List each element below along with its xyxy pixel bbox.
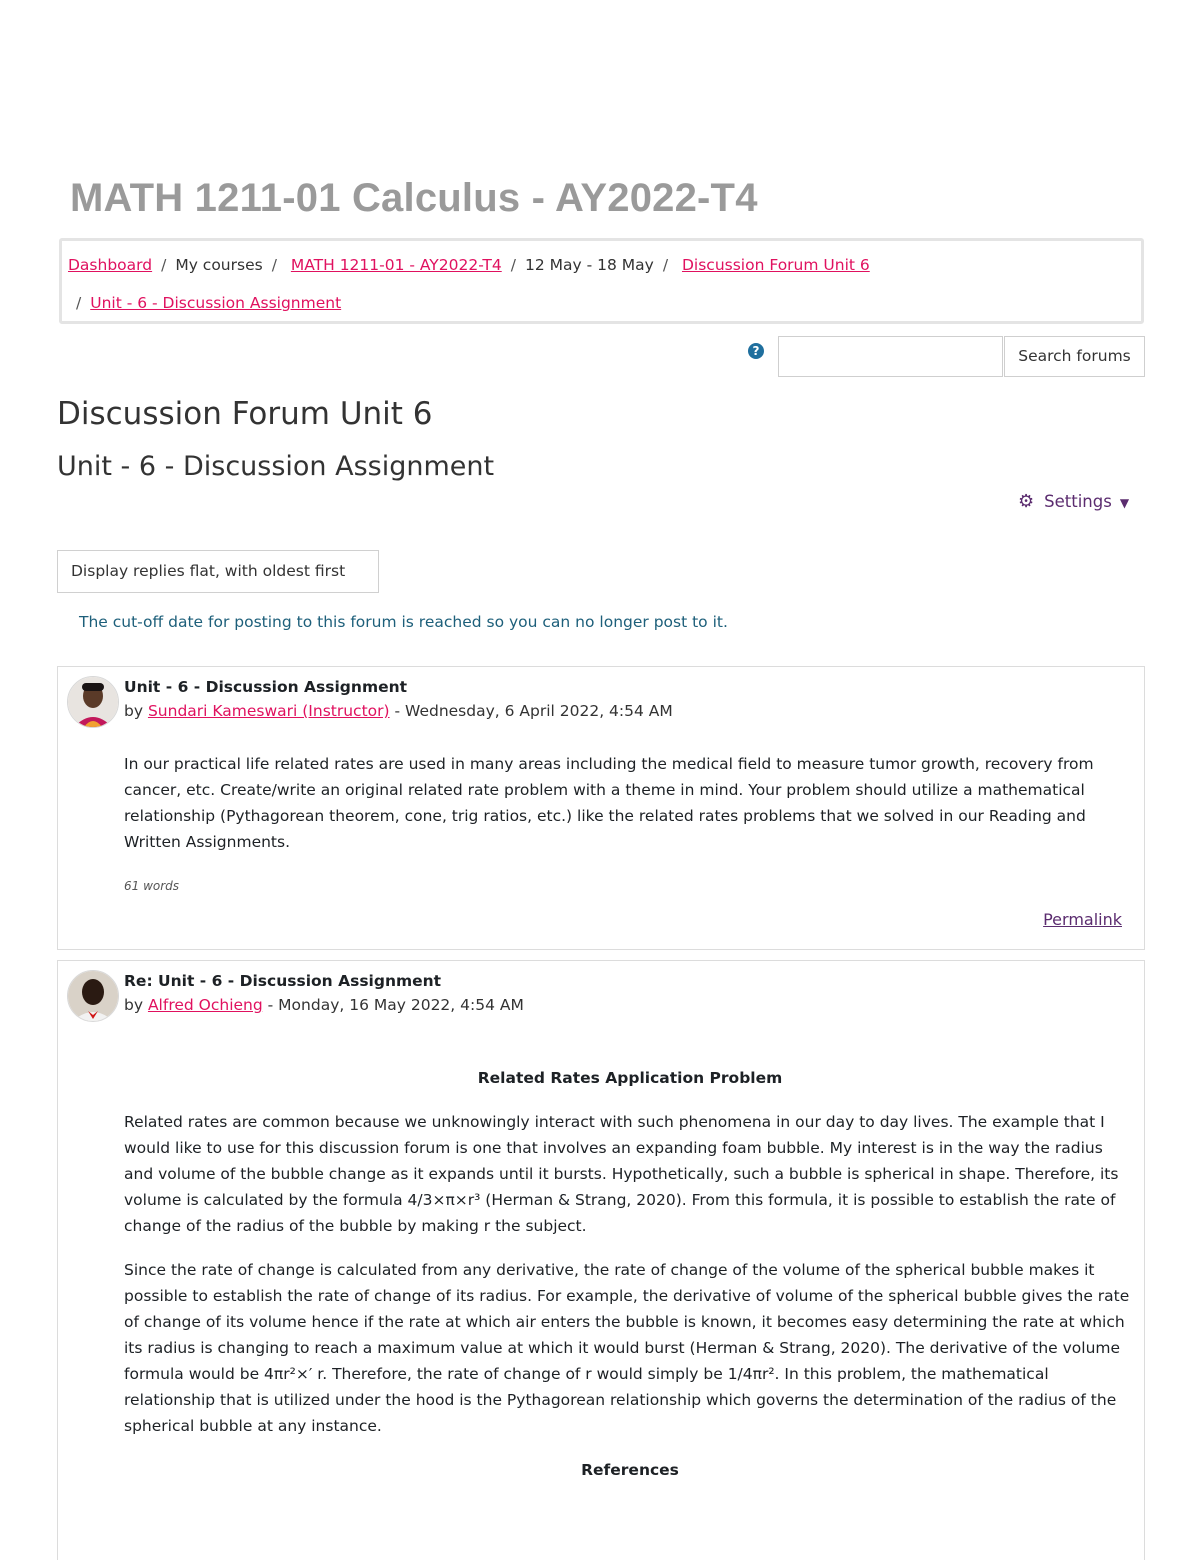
cutoff-notice: The cut-off date for posting to this forum is reached so you can no longer post to it. <box>79 613 728 631</box>
forum-title: Discussion Forum Unit 6 <box>57 396 433 432</box>
gear-icon: ⚙ <box>1018 491 1035 512</box>
settings-label: Settings <box>1044 492 1112 511</box>
settings-menu[interactable] <box>1018 491 1129 512</box>
post-body: In our practical life related rates are used in many areas including the medical field to measure tumor growth, recovery from cancer, etc. Create/write an original related rate problem with a theme in mind. Your problem should utilize a mathematical relationship (Pythagorean theorem, cone, trig ratios, etc.) like the related rates problems that we solved in our Reading and Written Assignments. <box>124 755 1094 851</box>
question-circle-icon[interactable]: ? <box>748 343 764 359</box>
word-count: 61 words <box>124 879 180 893</box>
breadcrumb-my-courses: My courses <box>175 256 263 274</box>
post-heading: Related Rates Application Problem <box>477 1069 783 1087</box>
search-forums-button[interactable]: Search forums <box>1004 336 1145 377</box>
post-paragraph: Related rates are common because we unknowingly interact with such phenomena in our day to day lives. The example that I would like to use for this discussion forum is one that involves an expanding foam bubble. My interest is in the way the radius and volume of the bubble change as it expands until it bursts. Hypothetically, such a bubble is spherical in shape. Therefore, its volume is calculated by the formula 4/3×π×r³ (Herman & Strang, 2020). From this formula, it is possible to establish the rate of change of the radius of the bubble by making r the subject. <box>124 1113 1119 1235</box>
breadcrumb-separator: / <box>161 256 167 274</box>
breadcrumb-discussion[interactable]: Unit - 6 - Discussion Assignment <box>90 294 342 312</box>
post-paragraph: Since the rate of change is calculated from any derivative, the rate of change of the volume of the spherical bubble makes it possible to establish the rate of change of its radius. For example, the derivative of volume of the spherical bubble gives the rate of change of its volume hence if the rate at which air enters the bubble is known, it becomes easy determining the rate at which its radius is changing to reach a maximum value at which it would burst (Herman & Strang, 2020). The derivative of the volume formula would be 4πr²×′ r. Therefore, the rate of change of r would simply be 1/4πr². In this problem, the mathematical relationship that is utilized under the hood is the Pythagorean relationship which governs the determination of the radius of the spherical bubble at any instance. <box>124 1261 1130 1435</box>
byline-by: by <box>124 702 144 720</box>
post-byline <box>124 996 524 1014</box>
permalink-link[interactable]: Permalink <box>1043 910 1122 929</box>
post-content <box>124 751 1136 855</box>
post-date: - Wednesday, 6 April 2022, 4:54 AM <box>394 702 673 720</box>
caret-down-icon: ▼ <box>1119 496 1130 510</box>
breadcrumb-separator: / <box>271 256 277 274</box>
post-subject: Unit - 6 - Discussion Assignment <box>124 678 408 696</box>
avatar[interactable] <box>67 676 119 728</box>
search-input[interactable] <box>778 336 1003 377</box>
references-heading: References <box>581 1461 679 1479</box>
byline-by: by <box>124 996 144 1014</box>
discussion-title: Unit - 6 - Discussion Assignment <box>57 451 495 482</box>
author-link[interactable]: Sundari Kameswari (Instructor) <box>147 702 390 720</box>
author-link[interactable]: Alfred Ochieng <box>147 996 263 1014</box>
post-date: - Monday, 16 May 2022, 4:54 AM <box>267 996 524 1014</box>
avatar[interactable] <box>67 970 119 1022</box>
breadcrumb-dashboard[interactable]: Dashboard <box>68 256 153 274</box>
breadcrumb-forum[interactable]: Discussion Forum Unit 6 <box>681 256 870 274</box>
breadcrumb-week: 12 May - 18 May <box>524 256 654 274</box>
post-byline <box>124 702 673 720</box>
post-content <box>124 1065 1136 1483</box>
forum-post <box>57 960 1145 1560</box>
post-subject: Re: Unit - 6 - Discussion Assignment <box>124 972 442 990</box>
course-title: MATH 1211-01 Calculus - AY2022-T4 <box>70 176 758 220</box>
breadcrumb-separator: / <box>662 256 669 274</box>
display-mode-select[interactable]: Display replies flat, with oldest first <box>57 550 379 593</box>
breadcrumb <box>59 238 1144 324</box>
forum-post <box>57 666 1145 950</box>
breadcrumb-course[interactable]: MATH 1211-01 - AY2022-T4 <box>290 256 502 274</box>
breadcrumb-separator: / <box>76 294 82 312</box>
breadcrumb-separator: / <box>510 256 516 274</box>
